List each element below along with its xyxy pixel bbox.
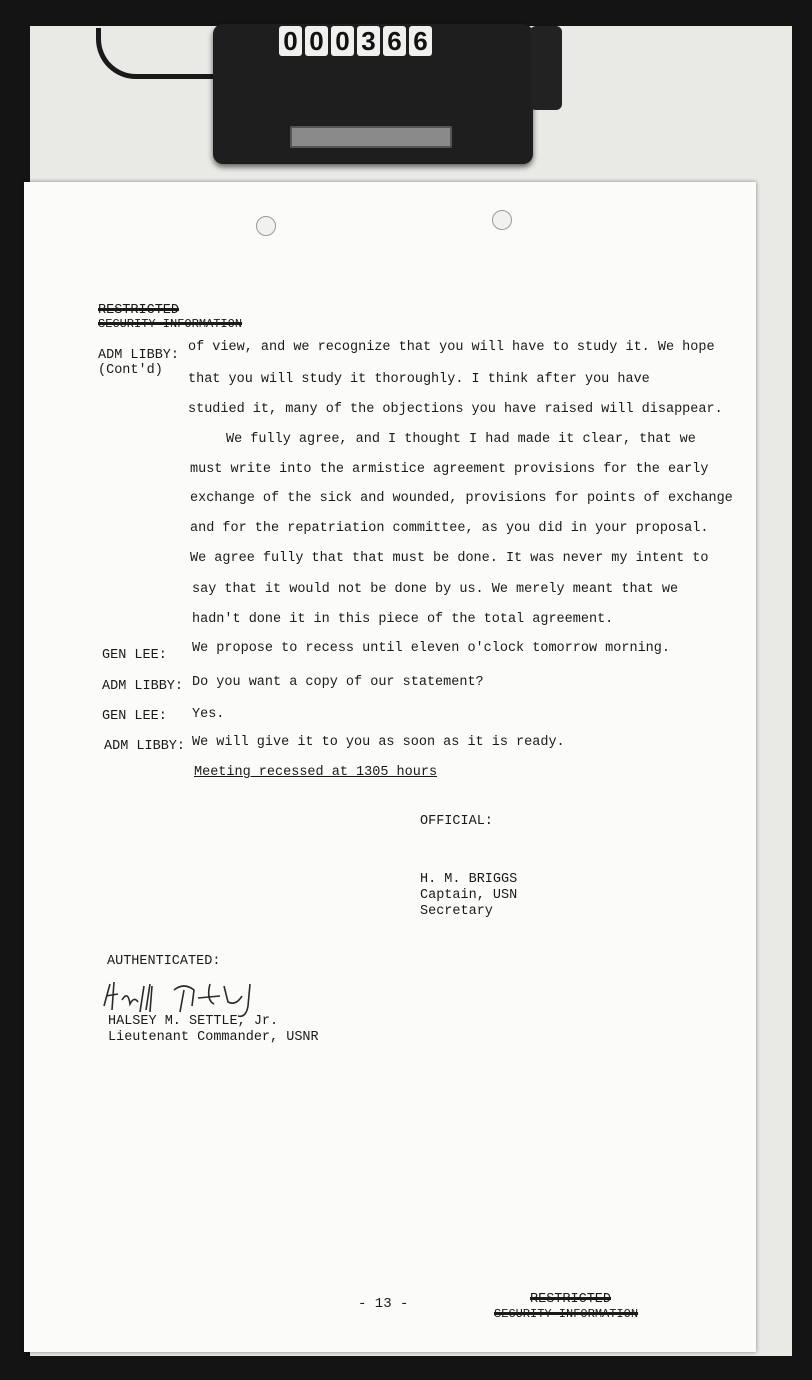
official-rank: Captain, USN <box>420 888 518 903</box>
speaker-label: ADM LIBBY: <box>98 348 180 363</box>
body-line: We agree fully that that must be done. It was never my intent to <box>190 551 709 566</box>
official-label: OFFICIAL: <box>420 814 493 829</box>
counter-digit: 3 <box>357 26 380 56</box>
counter-plate <box>290 126 452 148</box>
counter-digit: 0 <box>331 26 354 56</box>
official-name: H. M. BRIGGS <box>420 872 518 887</box>
counter-digit: 6 <box>409 26 432 56</box>
counter-cable <box>96 28 231 79</box>
body-line: say that it would not be done by us. We merely meant that we <box>192 582 679 597</box>
dialogue-line: We will give it to you as soon as it is ready. <box>192 735 565 750</box>
page-number: - 13 - <box>358 1296 409 1312</box>
body-line: must write into the armistice agreement provisions for the early <box>190 462 709 477</box>
speaker-label: ADM LIBBY: <box>102 679 184 694</box>
authenticated-label: AUTHENTICATED: <box>107 954 221 969</box>
body-line: of view, and we recognize that you will have to study it. We hope <box>188 340 715 355</box>
speaker-label: GEN LEE: <box>102 648 167 663</box>
footer-security-information: SECURITY INFORMATION <box>494 1307 639 1321</box>
header-restricted: RESTRICTED <box>98 303 180 318</box>
footer-restricted: RESTRICTED <box>530 1292 612 1307</box>
body-line: and for the repatriation committee, as you did in your proposal. <box>190 521 709 536</box>
document-page <box>24 182 756 1352</box>
body-line: studied it, many of the objections you have raised will disappear. <box>188 402 723 417</box>
counter-digit: 6 <box>383 26 406 56</box>
body-line: exchange of the sick and wounded, provisions for points of exchange <box>190 491 733 506</box>
dialogue-line: Yes. <box>192 707 225 722</box>
punch-hole <box>256 216 276 236</box>
header-security-information: SECURITY INFORMATION <box>98 317 243 331</box>
authenticated-name: HALSEY M. SETTLE, Jr. <box>108 1014 279 1029</box>
frame-counter <box>213 24 533 164</box>
speaker-label: ADM LIBBY: <box>104 739 186 754</box>
dialogue-line: Do you want a copy of our statement? <box>192 675 484 690</box>
counter-digit: 0 <box>305 26 328 56</box>
counter-digit: 0 <box>279 26 302 56</box>
dialogue-line: We propose to recess until eleven o'clock tomorrow morning. <box>192 641 670 656</box>
official-title: Secretary <box>420 904 493 919</box>
counter-digits <box>279 26 432 56</box>
punch-hole <box>492 210 512 230</box>
meeting-recessed-note: Meeting recessed at 1305 hours <box>194 765 438 780</box>
speaker-label: GEN LEE: <box>102 709 167 724</box>
counter-knob <box>530 26 562 110</box>
authenticated-rank: Lieutenant Commander, USNR <box>108 1030 319 1045</box>
body-line: We fully agree, and I thought I had made it clear, that we <box>226 432 696 447</box>
body-line: hadn't done it in this piece of the total agreement. <box>192 612 614 627</box>
body-line: that you will study it thoroughly. I think after you have <box>188 372 650 387</box>
continued-label: (Cont'd) <box>98 363 163 378</box>
